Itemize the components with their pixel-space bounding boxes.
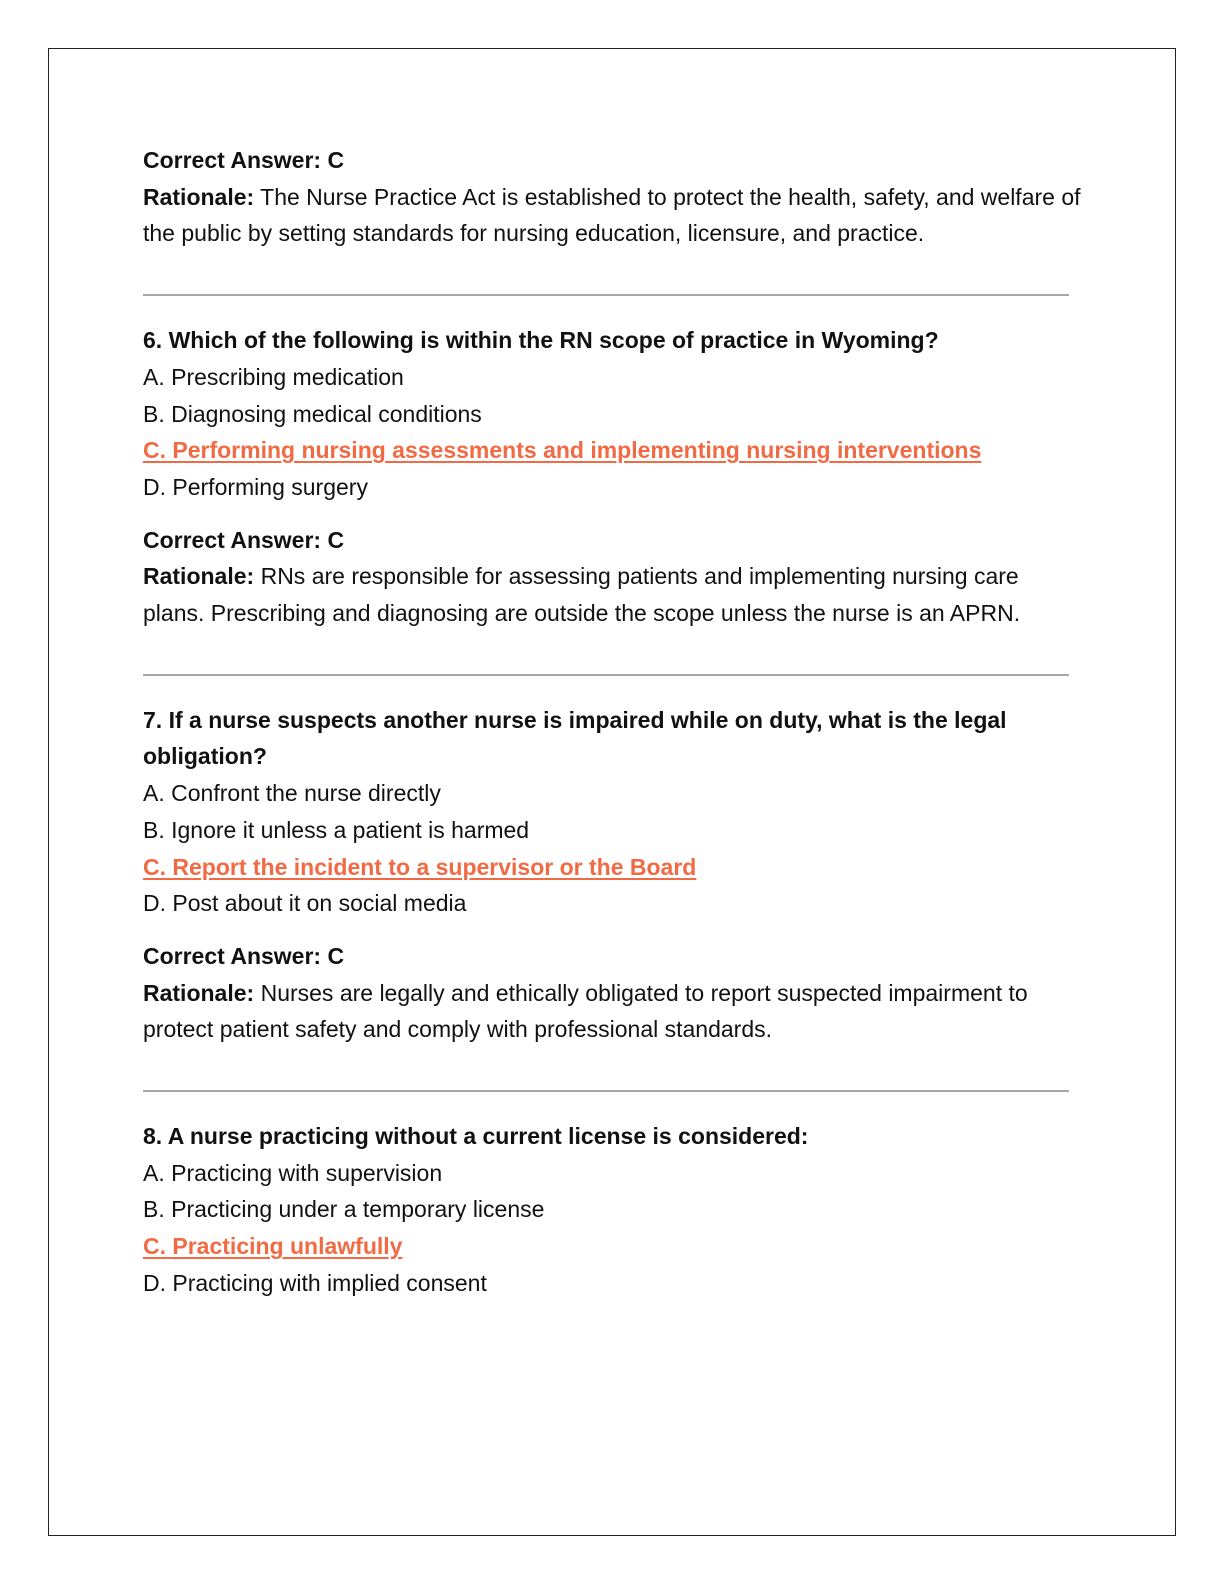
rationale-label: Rationale: [143,979,255,1006]
question-block-8 [143,1118,1083,1302]
option-c-correct: C. Report the incident to a supervisor or the Board [143,853,697,880]
option-d: D. Post about it on social media [143,890,467,917]
answer-block-5 [143,142,1083,252]
option-d: D. Performing surgery [143,473,368,500]
correct-answer-label: Correct Answer: C [143,942,345,969]
option-b: B. Diagnosing medical conditions [143,400,482,427]
question-text: 6. Which of the following is within the RN scope of practice in Wyoming? [143,327,939,354]
option-d: D. Practicing with implied consent [143,1269,487,1296]
option-a: A. Practicing with supervision [143,1159,443,1186]
option-c-correct: C. Performing nursing assessments and implementing nursing interventions [143,437,982,464]
correct-answer-label: Correct Answer: C [143,147,345,173]
document-content [143,142,1083,1302]
rationale-label: Rationale: [143,183,255,210]
rationale-label: Rationale: [143,563,255,590]
rationale-text: Nurses are legally and ethically obligated to report suspected impairment to protect patient safety and comply with professional standards. [143,979,1028,1043]
question-block-6 [143,322,1083,632]
option-a: A. Confront the nurse directly [143,780,441,807]
option-b: B. Ignore it unless a patient is harmed [143,816,530,843]
rationale [143,558,1083,631]
rationale-text: The Nurse Practice Act is established to protect the health, safety, and welfare of the public by setting standards for nursing education, licensure, and practice. [143,183,1081,247]
option-b: B. Practicing under a temporary license [143,1196,545,1223]
rationale-text: RNs are responsible for assessing patients and implementing nursing care plans. Prescribing and diagnosing are outside the scope unless the nurse is an APRN. [143,563,1021,627]
question-text: 7. If a nurse suspects another nurse is impaired while on duty, what is the legal obligation? [143,706,1007,770]
option-c-correct: C. Practicing unlawfully [143,1233,403,1260]
rationale [143,179,1083,252]
question-block-7 [143,702,1083,1048]
rationale [143,975,1083,1048]
option-a: A. Prescribing medication [143,363,404,390]
question-text: 8. A nurse practicing without a current license is considered: [143,1123,809,1150]
correct-answer-label: Correct Answer: C [143,526,345,553]
